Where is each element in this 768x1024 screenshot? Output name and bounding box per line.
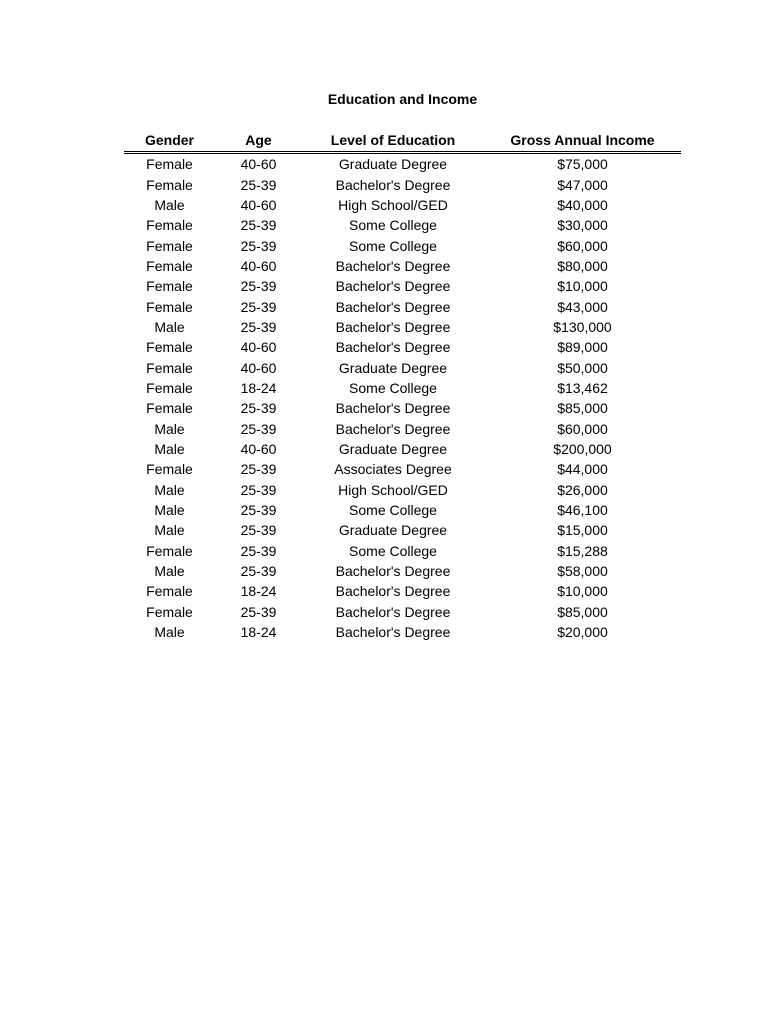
cell-education: Bachelor's Degree: [335, 339, 451, 356]
cell-gender: Female: [146, 257, 193, 274]
income-table: [124, 130, 681, 642]
cell-age: 18-24: [240, 583, 277, 600]
cell-education: Bachelor's Degree: [335, 624, 451, 641]
cell-income: $10,000: [557, 583, 608, 600]
cell-income: $85,000: [557, 400, 608, 417]
cell-age: 40-60: [240, 359, 277, 376]
cell-gender: Male: [154, 318, 185, 335]
table-row: [124, 276, 681, 296]
cell-gender: Male: [154, 522, 185, 539]
cell-gender: Female: [146, 400, 193, 417]
table-row: [124, 439, 681, 459]
cell-income: $15,000: [557, 522, 608, 539]
cell-age: 25-39: [240, 481, 277, 498]
cell-age: 40-60: [240, 339, 277, 356]
cell-income: $58,000: [557, 563, 608, 580]
cell-gender: Male: [154, 440, 185, 457]
cell-education: High School/GED: [338, 196, 448, 213]
cell-education: Graduate Degree: [338, 156, 448, 173]
cell-income: $200,000: [553, 440, 612, 457]
table-row: [124, 378, 681, 398]
cell-education: High School/GED: [338, 481, 448, 498]
cell-gender: Female: [146, 379, 193, 396]
cell-age: 18-24: [240, 379, 277, 396]
cell-education: Graduate Degree: [338, 359, 448, 376]
cell-age: 18-24: [240, 624, 277, 641]
table-row: [124, 520, 681, 540]
cell-gender: Female: [146, 603, 193, 620]
cell-age: 40-60: [240, 440, 277, 457]
cell-age: 40-60: [240, 156, 277, 173]
table-row: [124, 337, 681, 357]
cell-education: Some College: [349, 502, 437, 519]
cell-gender: Female: [146, 176, 193, 193]
cell-gender: Female: [146, 237, 193, 254]
cell-gender: Female: [146, 542, 193, 559]
cell-gender: Male: [154, 420, 185, 437]
table-row: [124, 398, 681, 418]
cell-income: $44,000: [557, 461, 608, 478]
cell-education: Bachelor's Degree: [335, 420, 451, 437]
cell-education: Some College: [349, 542, 437, 559]
cell-age: 25-39: [240, 318, 277, 335]
cell-age: 25-39: [240, 217, 277, 234]
cell-gender: Male: [154, 624, 185, 641]
cell-education: Some College: [349, 217, 437, 234]
cell-gender: Female: [146, 298, 193, 315]
header-age: Age: [215, 130, 302, 153]
table-row: [124, 541, 681, 561]
table-row: [124, 256, 681, 276]
header-gross-annual-income: Gross Annual Income: [484, 130, 681, 153]
cell-income: $13,462: [557, 379, 608, 396]
table-row: [124, 581, 681, 601]
cell-gender: Male: [154, 196, 185, 213]
cell-education: Bachelor's Degree: [335, 318, 451, 335]
table-header-row: [124, 130, 681, 153]
cell-age: 40-60: [240, 257, 277, 274]
table-body: [124, 153, 681, 643]
cell-income: $40,000: [557, 196, 608, 213]
table-row: [124, 195, 681, 215]
cell-education: Bachelor's Degree: [335, 176, 451, 193]
cell-age: 25-39: [240, 563, 277, 580]
cell-education: Bachelor's Degree: [335, 563, 451, 580]
cell-education: Some College: [349, 379, 437, 396]
table-row: [124, 500, 681, 520]
cell-gender: Male: [154, 502, 185, 519]
cell-education: Bachelor's Degree: [335, 583, 451, 600]
cell-income: $10,000: [557, 278, 608, 295]
table-row: [124, 153, 681, 175]
cell-income: $30,000: [557, 217, 608, 234]
cell-age: 25-39: [240, 502, 277, 519]
table-row: [124, 235, 681, 255]
cell-income: $85,000: [557, 603, 608, 620]
cell-income: $20,000: [557, 624, 608, 641]
table-row: [124, 561, 681, 581]
cell-education: Bachelor's Degree: [335, 278, 451, 295]
cell-income: $26,000: [557, 481, 608, 498]
header-gender: Gender: [124, 130, 215, 153]
cell-age: 25-39: [240, 603, 277, 620]
table-row: [124, 602, 681, 622]
cell-gender: Male: [154, 563, 185, 580]
cell-income: $89,000: [557, 339, 608, 356]
cell-age: 25-39: [240, 400, 277, 417]
cell-age: 25-39: [240, 298, 277, 315]
table-row: [124, 622, 681, 642]
table-row: [124, 459, 681, 479]
cell-income: $80,000: [557, 257, 608, 274]
cell-income: $47,000: [557, 176, 608, 193]
table-row: [124, 418, 681, 438]
cell-education: Associates Degree: [334, 461, 452, 478]
cell-education: Some College: [349, 237, 437, 254]
cell-age: 40-60: [240, 196, 277, 213]
cell-age: 25-39: [240, 237, 277, 254]
cell-education: Bachelor's Degree: [335, 257, 451, 274]
cell-income: $43,000: [557, 298, 608, 315]
cell-income: $15,288: [557, 542, 608, 559]
cell-gender: Female: [146, 278, 193, 295]
cell-age: 25-39: [240, 522, 277, 539]
cell-income: $50,000: [557, 359, 608, 376]
cell-gender: Female: [146, 217, 193, 234]
document-title: Education and Income: [327, 91, 478, 107]
cell-income: $130,000: [553, 318, 612, 335]
cell-education: Bachelor's Degree: [335, 400, 451, 417]
cell-age: 25-39: [240, 542, 277, 559]
cell-income: $60,000: [557, 420, 608, 437]
cell-age: 25-39: [240, 176, 277, 193]
cell-education: Bachelor's Degree: [335, 603, 451, 620]
cell-income: $75,000: [557, 156, 608, 173]
cell-gender: Male: [154, 481, 185, 498]
cell-age: 25-39: [240, 461, 277, 478]
cell-gender: Female: [146, 339, 193, 356]
cell-gender: Female: [146, 359, 193, 376]
header-level-of-education: Level of Education: [302, 130, 484, 153]
table-row: [124, 357, 681, 377]
cell-gender: Female: [146, 583, 193, 600]
cell-income: $60,000: [557, 237, 608, 254]
cell-education: Bachelor's Degree: [335, 298, 451, 315]
table-row: [124, 174, 681, 194]
table-row: [124, 215, 681, 235]
table-row: [124, 480, 681, 500]
cell-age: 25-39: [240, 420, 277, 437]
table-row: [124, 317, 681, 337]
cell-gender: Female: [146, 461, 193, 478]
cell-education: Graduate Degree: [338, 522, 448, 539]
cell-age: 25-39: [240, 278, 277, 295]
cell-income: $46,100: [557, 502, 608, 519]
cell-gender: Female: [146, 156, 193, 173]
table-row: [124, 296, 681, 316]
cell-education: Graduate Degree: [338, 440, 448, 457]
